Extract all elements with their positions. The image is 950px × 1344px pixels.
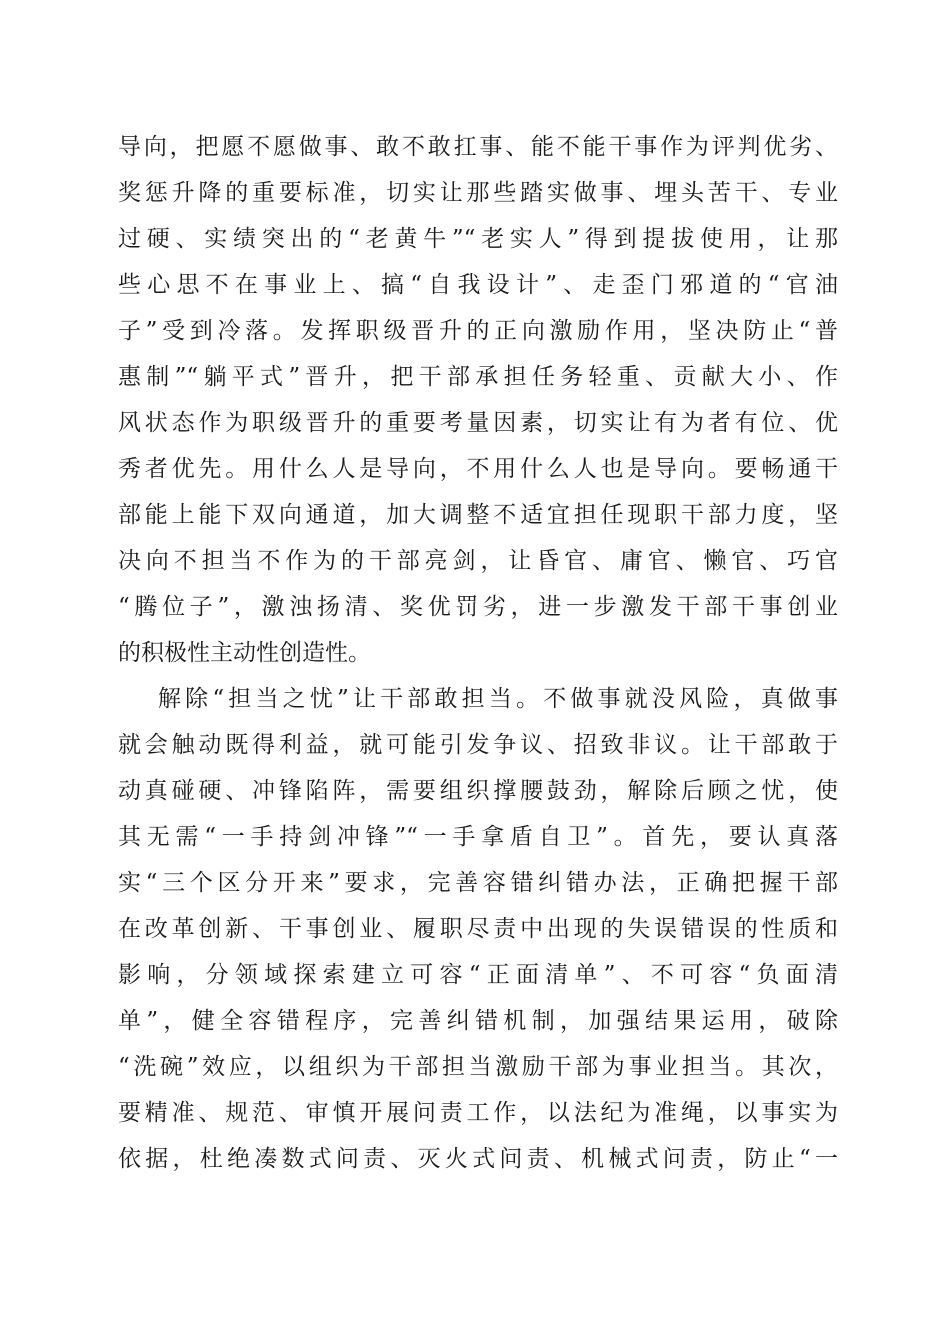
text-line: 奖惩升降的重要标准，切实让那些踏实做事、埋头苦干、专业: [118, 180, 838, 206]
text-line: 的积极性主动性创造性。: [118, 640, 371, 666]
text-line: 秀者优先。用什么人是导向，不用什么人也是导向。要畅通干: [118, 456, 838, 482]
text-line: 依据，杜绝凑数式问责、灭火式问责、机械式问责，防止“一: [118, 1146, 838, 1172]
text-line: 风状态作为职级晋升的重要考量因素，切实让有为者有位、优: [118, 410, 838, 436]
text-line: 解除“担当之忧”让干部敢担当。不做事就没风险，真做事: [158, 686, 838, 712]
text-line: 影响，分领域探索建立可容“正面清单”、不可容“负面清: [118, 962, 838, 988]
text-line: 过硬、实绩突出的“老黄牛”“老实人”得到提拔使用，让那: [118, 226, 838, 252]
text-line: 部能上能下双向通道，加大调整不适宜担任现职干部力度，坚: [118, 502, 838, 528]
body-text: [118, 124, 838, 1182]
paragraph: [118, 124, 838, 676]
text-line: 单”，健全容错程序，完善纠错机制，加强结果运用，破除: [118, 1008, 838, 1034]
text-line: 在改革创新、干事创业、履职尽责中出现的失误错误的性质和: [118, 916, 838, 942]
text-line: 就会触动既得利益，就可能引发争议、招致非议。让干部敢于: [118, 732, 838, 758]
text-line: 些心思不在事业上、搞“自我设计”、走歪门邪道的“官油: [118, 272, 838, 298]
paragraph: [118, 676, 838, 1182]
text-line: “腾位子”，激浊扬清、奖优罚劣，进一步激发干部干事创业: [118, 594, 838, 620]
text-line: 动真碰硬、冲锋陷阵，需要组织撑腰鼓劲，解除后顾之忧，使: [118, 778, 838, 804]
text-line: 要精准、规范、审慎开展问责工作，以法纪为准绳，以事实为: [118, 1100, 838, 1126]
text-line: 决向不担当不作为的干部亮剑，让昏官、庸官、懒官、巧官: [118, 548, 838, 574]
text-line: 其无需“一手持剑冲锋”“一手拿盾自卫”。首先，要认真落: [118, 824, 838, 850]
text-line: 子”受到冷落。发挥职级晋升的正向激励作用，坚决防止“普: [118, 318, 838, 344]
text-line: 导向，把愿不愿做事、敢不敢扛事、能不能干事作为评判优劣、: [118, 134, 838, 160]
text-line: 惠制”“躺平式”晋升，把干部承担任务轻重、贡献大小、作: [118, 364, 838, 390]
text-line: 实“三个区分开来”要求，完善容错纠错办法，正确把握干部: [118, 870, 838, 896]
text-line: “洗碗”效应，以组织为干部担当激励干部为事业担当。其次，: [118, 1054, 838, 1080]
